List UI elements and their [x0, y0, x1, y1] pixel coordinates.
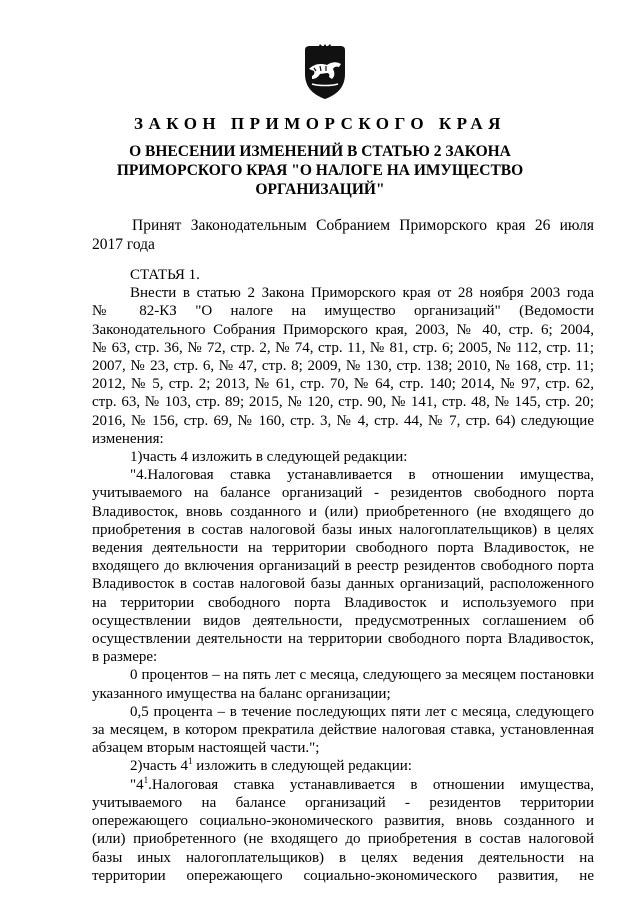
- body-line: 0,5 процента – в течение последующих пяти лет с месяца, следующего: [130, 703, 594, 720]
- law-body: [92, 266, 594, 885]
- law-subtitle: [112, 142, 528, 199]
- article-heading: СТАТЬЯ 1.: [130, 267, 200, 283]
- body-line: (или) приобретенного (не входящего до приобретения в состав налоговой: [92, 831, 594, 848]
- adoption-note: [92, 216, 594, 254]
- body-line: № 63, стр. 36, № 72, стр. 2, № 74, стр. 11, № 81, стр. 6; 2005, № 112, стр. 11;: [92, 339, 594, 356]
- body-line: "4.Налоговая ставка устанавливается в отношении имущества,: [130, 467, 594, 484]
- body-line: ведения деятельности на территории свободного порта Владивосток, не: [92, 540, 594, 557]
- body-line: [92, 776, 594, 794]
- body-line: учитываемого на балансе организаций - резидентов свободного порта: [92, 485, 594, 502]
- body-text-fragment: изложить в следующей редакции:: [192, 758, 412, 775]
- body-line: изменения:: [92, 430, 164, 447]
- body-line: опережающего социально-экономического развития, вновь созданного и: [92, 813, 594, 830]
- body-line: 2007, № 23, стр. 6, № 47, стр. 8; 2009, № 130, стр. 138; 2010, № 168, стр. 11;: [92, 358, 594, 375]
- primorsky-krai-coat-of-arms-icon: [300, 44, 350, 100]
- law-title: ЗАКОН ПРИМОРСКОГО КРАЯ: [134, 114, 506, 133]
- body-text-fragment: 2)часть 4: [130, 758, 189, 775]
- adoption-line: Принят Законодательным Собранием Приморского края 26 июля: [132, 217, 594, 234]
- body-line: Законодательного Собрания Приморского края, 2003, № 40, стр. 6; 2004,: [92, 321, 594, 338]
- body-line: 2012, № 5, стр. 2; 2013, № 61, стр. 70, № 64, стр. 140; 2014, № 97, стр. 62,: [92, 376, 594, 393]
- body-line: указанного имущества на баланс организации;: [92, 685, 391, 702]
- body-line: территории опережающего социально-экономического развития, не: [92, 867, 594, 884]
- body-line: осуществлении деятельности на территории свободного порта Владивосток,: [92, 631, 594, 648]
- subtitle-line: ОРГАНИЗАЦИЙ": [255, 181, 385, 198]
- superscript: 1: [143, 774, 149, 785]
- body-line: базы иных налогоплательщиков) в целях ведения деятельности на: [92, 849, 594, 866]
- body-line: Владивосток, вновь созданного и (или) приобретенного (не входящего до: [92, 503, 594, 520]
- body-line: на территории свободного порта Владивосток и используемого при: [92, 594, 594, 611]
- adoption-line: 2017 года: [92, 236, 155, 253]
- body-line: [92, 757, 594, 775]
- body-line: № 82-КЗ "О налоге на имущество организаций" (Ведомости: [92, 303, 594, 320]
- body-line: Владивосток в состав налоговой базы данных организаций, расположенного: [92, 576, 594, 593]
- body-line: в размере:: [92, 649, 158, 666]
- body-line: 0 процентов – на пять лет с месяца, следующего за месяцем постановки: [130, 667, 594, 684]
- body-line: входящего до включения организаций в реестр резидентов свободного порта: [92, 558, 594, 575]
- body-line: 2016, № 156, стр. 69, № 160, стр. 3, № 4, стр. 44, № 7, стр. 64) следующие: [92, 412, 594, 429]
- body-line: стр. 63, № 103, стр. 89; 2015, № 120, стр. 90, № 141, стр. 48, № 145, стр. 20;: [92, 394, 594, 411]
- superscript: 1: [188, 756, 193, 767]
- body-line: 1)часть 4 изложить в следующей редакции:: [130, 449, 408, 466]
- body-text-fragment: .Налоговая ставка устанавливается в отношении имущества,: [148, 776, 594, 793]
- body-line: осуществлении видов деятельности, предусмотренных соглашением об: [92, 612, 594, 629]
- subtitle-line: О ВНЕСЕНИИ ИЗМЕНЕНИЙ В СТАТЬЮ 2 ЗАКОНА: [129, 143, 511, 160]
- body-line: Внести в статью 2 Закона Приморского края от 28 ноября 2003 года: [130, 285, 594, 302]
- body-line: учитываемого на балансе организаций - резидентов территории: [92, 794, 594, 811]
- body-line: приобретения в состав налоговой базы иных налогоплательщиков) в целях: [92, 521, 594, 538]
- body-line: абзацем вторым настоящей части.";: [92, 740, 320, 757]
- subtitle-line: ПРИМОРСКОГО КРАЯ "О НАЛОГЕ НА ИМУЩЕСТВО: [116, 162, 524, 179]
- body-line: за месяцем, в котором прекратила действие налоговая ставка, установленная: [92, 722, 594, 739]
- body-text-fragment: "4: [130, 776, 144, 793]
